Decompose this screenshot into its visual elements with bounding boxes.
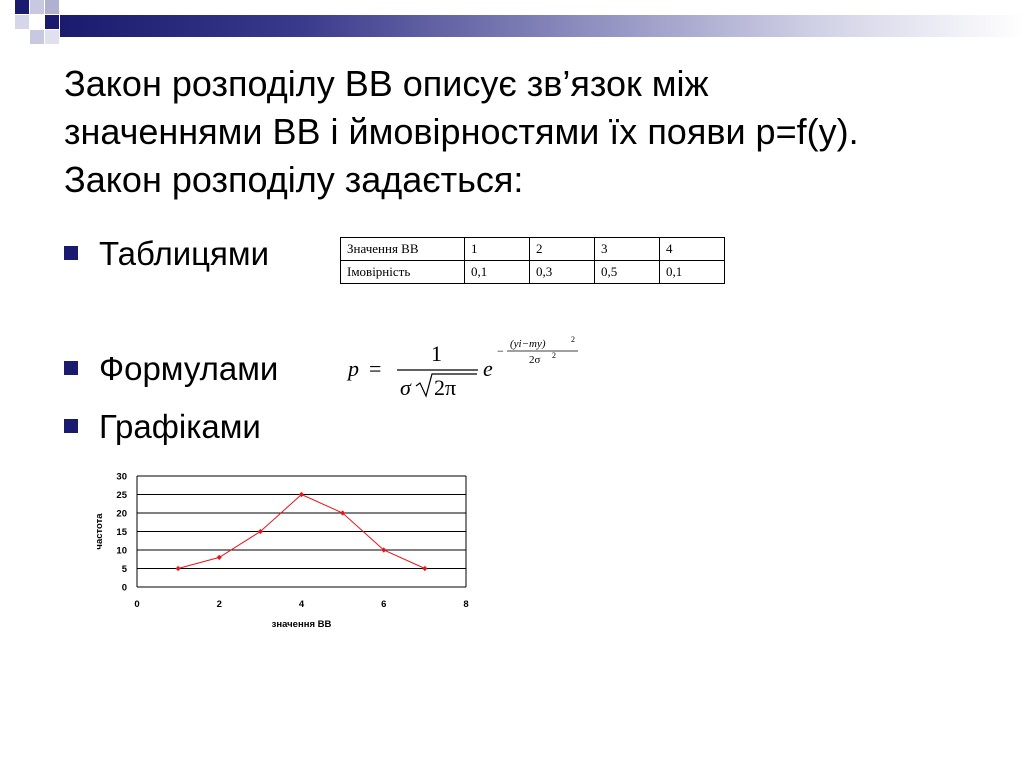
x-axis-title: значення ВВ bbox=[271, 619, 332, 630]
bullet-label: Таблицями bbox=[99, 235, 270, 272]
data-point bbox=[217, 555, 222, 560]
header-gradient-bar bbox=[60, 15, 1024, 37]
y-tick-label: 20 bbox=[116, 508, 127, 520]
x-tick-label: 4 bbox=[298, 599, 305, 610]
table-cell: 3 bbox=[595, 238, 660, 261]
data-point bbox=[176, 566, 181, 571]
frequency-line-chart bbox=[85, 465, 485, 635]
x-tick-label: 6 bbox=[381, 599, 387, 610]
header-square-navy-2 bbox=[45, 15, 59, 29]
slide-title-line-2: значеннями ВВ і ймовірностями їх появи p=f(y). bbox=[64, 111, 859, 152]
table-cell: 0,1 bbox=[660, 261, 725, 284]
formula-exp-numerator-power: 2 bbox=[571, 335, 575, 344]
bullet-formulas bbox=[64, 349, 278, 389]
header-square-light-2 bbox=[45, 0, 59, 14]
header-square-light-4 bbox=[30, 30, 44, 44]
formula-base: e bbox=[483, 356, 493, 381]
x-tick-label: 2 bbox=[216, 599, 222, 610]
formula-exp-denominator-power: 2 bbox=[552, 351, 556, 360]
x-tick-label: 0 bbox=[134, 599, 140, 610]
formula-exp-numerator: (yi−my) bbox=[510, 338, 546, 350]
y-axis-title: частота bbox=[94, 513, 105, 550]
bullet-tables bbox=[64, 234, 269, 274]
y-tick-label: 30 bbox=[116, 471, 127, 483]
header-square-navy-1 bbox=[15, 0, 29, 14]
table-row bbox=[341, 261, 725, 284]
table-cell: 0,3 bbox=[530, 261, 595, 284]
table-cell: 1 bbox=[465, 238, 530, 261]
distribution-table bbox=[340, 237, 725, 284]
table-row bbox=[341, 238, 725, 261]
y-tick-label: 10 bbox=[116, 545, 127, 557]
table-cell: Імовірність bbox=[341, 261, 465, 284]
y-tick-label: 15 bbox=[116, 527, 127, 538]
formula-equals: = bbox=[369, 356, 382, 381]
bullet-label: Формулами bbox=[99, 350, 279, 387]
square-bullet-icon bbox=[64, 246, 78, 260]
table-cell: 0,5 bbox=[595, 261, 660, 284]
table-cell: 2 bbox=[530, 238, 595, 261]
table-cell: 0,1 bbox=[465, 261, 530, 284]
bullet-graphs bbox=[64, 407, 261, 447]
formula-exp-sign: − bbox=[497, 344, 504, 358]
table-cell: Значення ВВ bbox=[341, 238, 465, 261]
formula-lhs: p bbox=[348, 356, 359, 381]
slide-title-line-1: Закон розподілу ВВ описує зв’язок між bbox=[64, 63, 709, 104]
table-cell: 4 bbox=[660, 238, 725, 261]
header-square-light-5 bbox=[45, 30, 59, 44]
y-tick-label: 0 bbox=[121, 582, 127, 594]
data-point bbox=[422, 566, 427, 571]
y-tick-label: 25 bbox=[116, 490, 127, 501]
bullet-label: Графіками bbox=[99, 408, 261, 445]
y-tick-label: 5 bbox=[121, 564, 127, 575]
formula-exp-denominator: 2σ bbox=[529, 354, 541, 366]
x-tick-label: 8 bbox=[463, 599, 469, 610]
slide-title bbox=[64, 60, 984, 204]
formula-sqrt-arg: 2π bbox=[434, 375, 457, 400]
header-square-light-3 bbox=[15, 15, 29, 29]
formula-numerator: 1 bbox=[431, 341, 442, 366]
square-bullet-icon bbox=[64, 419, 78, 433]
normal-density-formula bbox=[345, 333, 590, 403]
formula-sigma: σ bbox=[400, 375, 411, 400]
square-bullet-icon bbox=[64, 361, 78, 375]
slide-title-line-3: Закон розподілу задається: bbox=[64, 159, 524, 200]
header-square-light-1 bbox=[30, 0, 44, 14]
